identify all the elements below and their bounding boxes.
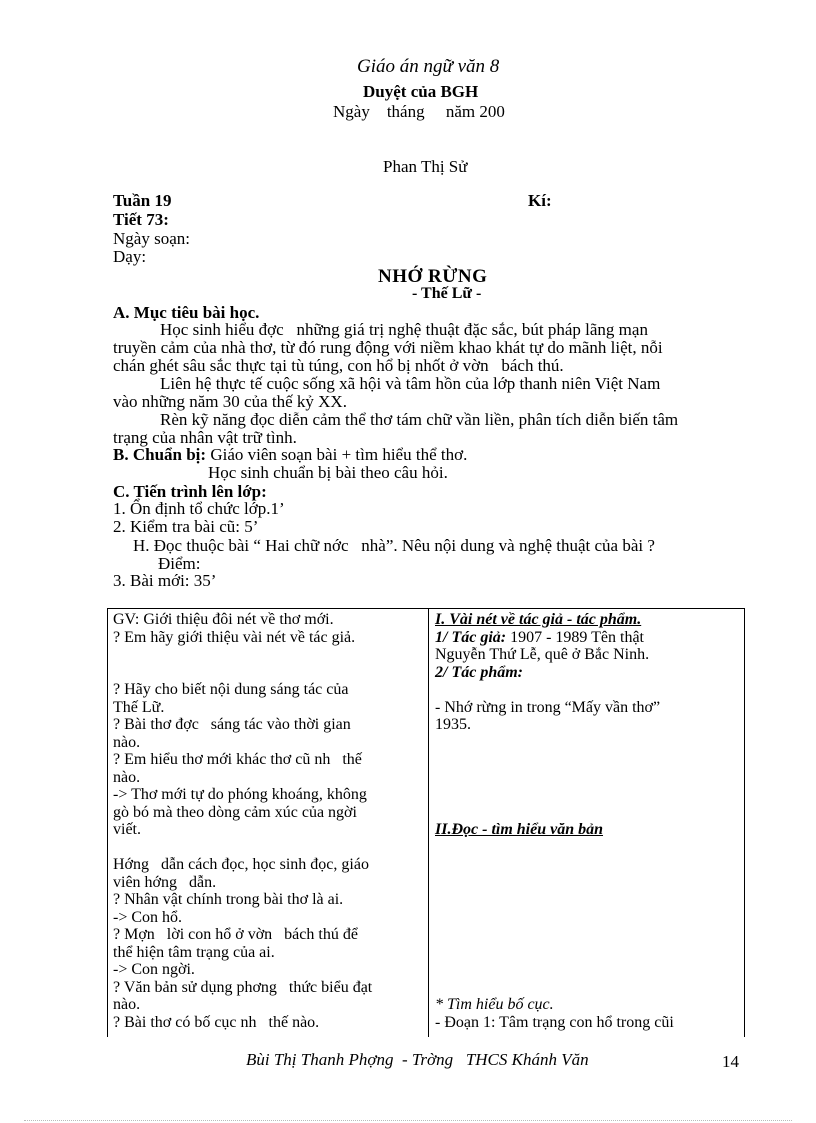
author-label: 1/ Tác giả: <box>435 628 507 646</box>
spacer <box>435 909 740 927</box>
spacer <box>435 874 740 892</box>
left-row <box>113 664 425 682</box>
author-info-cont: Nguyễn Thứ Lễ, quê ở Bắc Ninh. <box>435 646 650 663</box>
left-row: nào. <box>113 733 141 751</box>
left-row: ? Bài thơ đợc sáng tác vào thời gian <box>113 716 351 733</box>
author-info <box>435 629 740 647</box>
spacer <box>435 856 740 874</box>
content-column <box>435 611 740 1031</box>
left-row: ? Mợn lời con hổ ở vờn bách thú để <box>113 926 358 943</box>
section-a-heading: A. Mục tiêu bài học. <box>113 303 260 322</box>
spacer <box>435 961 740 979</box>
lesson-label: Tiết 73: <box>113 210 169 229</box>
left-row: nào. <box>113 996 141 1013</box>
lesson-table <box>107 608 745 1037</box>
left-row: ? Văn bản sử dụng phơng thức biểu đạt <box>113 978 373 996</box>
section-a-line: vào những năm 30 của thế kỷ XX. <box>113 392 347 411</box>
step-3: 3. Bài mới: 35’ <box>113 571 217 590</box>
section-a-line: trạng của nhân vật trữ tình. <box>113 428 297 447</box>
left-row: Hớng dẫn cách đọc, học sinh đọc, giáo <box>113 856 369 873</box>
spacer <box>435 804 740 822</box>
work-text: - Nhớ rừng in trong “Mấy vần thơ” <box>435 698 661 716</box>
review-question: H. Đọc thuộc bài “ Hai chữ nớc nhà”. Nêu nội dung và nghệ thuật của bài ? <box>133 536 655 555</box>
left-row: viết. <box>113 821 141 838</box>
section-c-heading: C. Tiến trình lên lớp: <box>113 482 267 501</box>
left-row: thể hiện tâm trạng của ai. <box>113 943 275 961</box>
section-heading-authors: I. Vài nét về tác giả - tác phẩm. <box>435 611 642 628</box>
section-b-line2: Học sinh chuẩn bị bài theo câu hỏi. <box>208 463 448 482</box>
section-b-line1 <box>113 446 467 464</box>
date-line: Ngày tháng năm 200 <box>333 102 505 121</box>
approval-title: Duyệt của BGH <box>363 82 479 101</box>
spacer <box>435 891 740 909</box>
structure-text: - Đoạn 1: Tâm trạng con hổ trong cũi <box>435 1013 674 1031</box>
spacer <box>435 926 740 944</box>
step-2: 2. Kiểm tra bài cũ: 5’ <box>113 517 259 536</box>
section-a-line: Học sinh hiểu đợc những giá trị nghệ thuật đặc sắc, bút pháp lãng mạn <box>160 320 648 339</box>
left-row: -> Con ngời. <box>113 961 195 978</box>
spacer <box>435 944 740 962</box>
spacer <box>435 734 740 752</box>
left-row: ? Nhân vật chính trong bài thơ là ai. <box>113 891 344 908</box>
left-row: gò bó mà theo dòng cảm xúc của ngời <box>113 803 357 821</box>
table-divider <box>428 609 429 1037</box>
left-row <box>113 646 425 664</box>
spacer <box>435 979 740 997</box>
section-a-line: truyền cảm của nhà thơ, từ đó rung động với niềm khao khát tự do mãnh liệt, nỗi <box>113 338 663 357</box>
footer-author: Bùi Thị Thanh Phợng - Trờng THCS Khánh Văn <box>246 1050 589 1069</box>
spacer <box>435 751 740 769</box>
prep-date-label: Ngày soạn: <box>113 229 190 248</box>
signature-label: Kí: <box>528 191 552 210</box>
work-label: 2/ Tác phẩm: <box>435 663 523 681</box>
section-a-line: Rèn kỹ năng đọc diễn cảm thể thơ tám chữ vần liền, phân tích diễn biến tâm <box>160 410 679 429</box>
left-row: ? Bài thơ có bố cục nh thế nào. <box>113 1013 320 1031</box>
section-b-heading: B. Chuẩn bị: <box>113 445 207 464</box>
left-row: viên hớng dẫn. <box>113 873 217 891</box>
spacer <box>435 681 740 699</box>
week-label: Tuần 19 <box>113 191 172 210</box>
step-1: 1. Ổn định tổ chức lớp.1’ <box>113 499 285 518</box>
left-row: ? Em hiểu thơ mới khác thơ cũ nh thế <box>113 751 362 768</box>
document-subject: Giáo án ngữ văn 8 <box>357 56 500 77</box>
left-row: Thế Lữ. <box>113 698 165 716</box>
score-label: Điểm: <box>158 554 201 573</box>
left-row: nào. <box>113 768 141 786</box>
section-b-text: Giáo viên soạn bài + tìm hiểu thể thơ. <box>206 445 468 464</box>
section-a-line: Liên hệ thực tế cuộc sống xã hội và tâm hồn của lớp thanh niên Việt Nam <box>160 374 661 393</box>
left-row: -> Con hổ. <box>113 908 183 926</box>
teach-date-label: Dạy: <box>113 247 147 266</box>
page-bottom-edge <box>24 1120 792 1121</box>
structure-label: * Tìm hiểu bố cục. <box>435 996 554 1013</box>
author-text: 1907 - 1989 Tên thật <box>506 628 644 646</box>
section-a-line: chán ghét sâu sắc thực tại tù túng, con hổ bị nhốt ở vờn bách thú. <box>113 356 564 375</box>
spacer <box>435 786 740 804</box>
spacer <box>435 839 740 857</box>
left-row: ? Hãy cho biết nội dung sáng tác của <box>113 681 349 698</box>
left-row: GV: Giới thiệu đôi nét về thơ mới. <box>113 611 334 628</box>
left-row <box>113 839 425 857</box>
spacer <box>435 769 740 787</box>
work-text-cont: 1935. <box>435 716 471 733</box>
left-row: -> Thơ mới tự do phóng khoáng, không <box>113 786 367 803</box>
section-heading-reading: II.Đọc - tìm hiểu văn bản <box>435 821 604 838</box>
poem-title: NHỚ RỪNG <box>378 266 488 287</box>
approver-name: Phan Thị Sử <box>383 157 468 176</box>
teacher-activity-column <box>113 611 425 1031</box>
page-number: 14 <box>722 1052 739 1071</box>
left-row: ? Em hãy giới thiệu vài nét về tác giả. <box>113 628 356 646</box>
poem-author: - Thế Lữ - <box>412 285 482 302</box>
